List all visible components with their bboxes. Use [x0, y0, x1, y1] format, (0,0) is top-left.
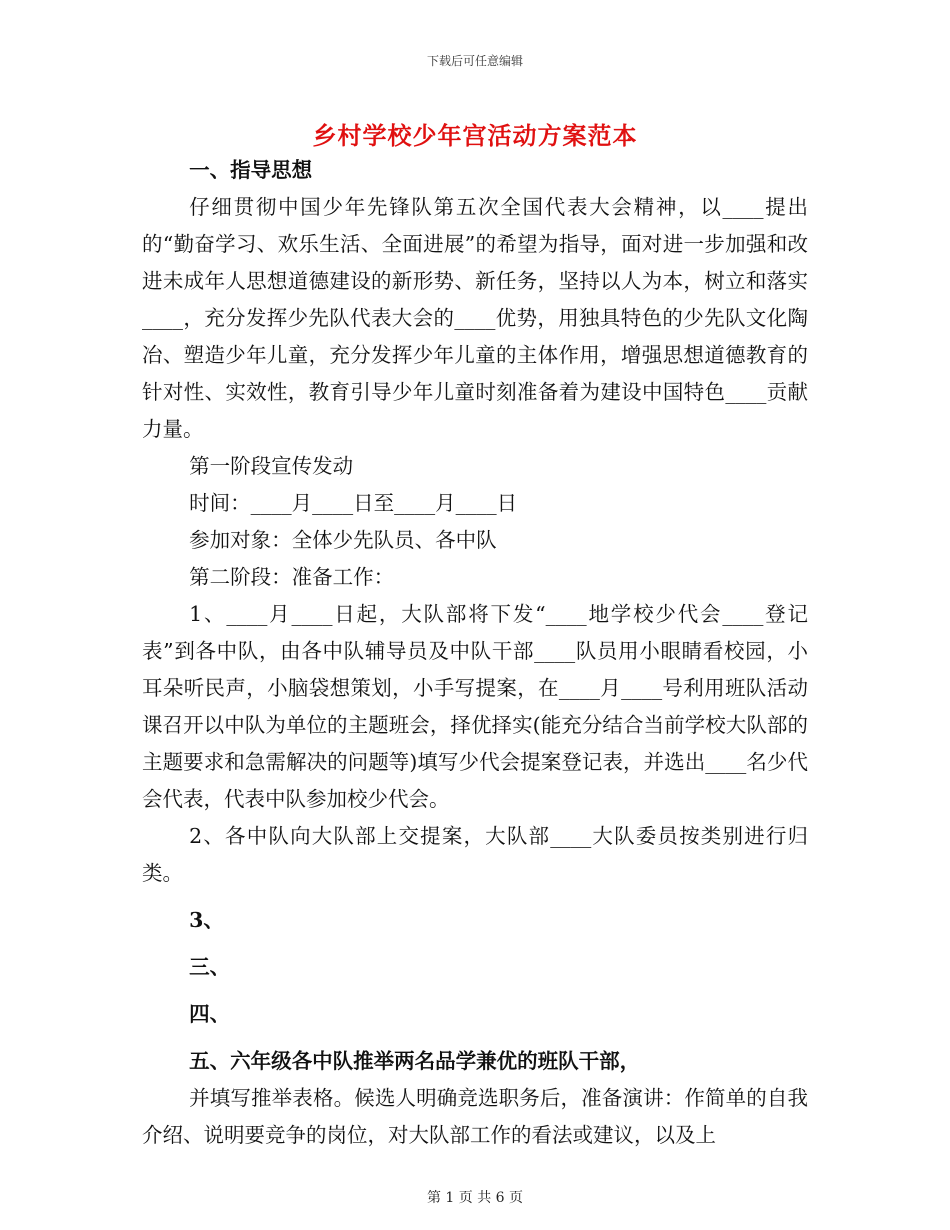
- paragraph-item-2: 2、各中队向大队部上交提案，大队部____大队委员按类别进行归类。: [142, 824, 808, 885]
- paragraph-time: 时间：____月____日至____月____日: [189, 491, 518, 515]
- paragraph-section-five: 并填写推举表格。候选人明确竞选职务后，准备演讲：作简单的自我介绍、说明要竞争的岗位，对大队部工作的看法或建议，以及上: [142, 1086, 808, 1147]
- document-body: [142, 152, 808, 1154]
- section-heading-five: 五、六年级各中队推举两名品学兼优的班队干部，: [189, 1049, 641, 1073]
- paragraph-participants: 参加对象：全体少先队员、各中队: [189, 528, 497, 552]
- page-footer: 第 1 页 共 6 页: [426, 1190, 524, 1206]
- section-heading-guiding-ideology: 一、指导思想: [189, 158, 313, 182]
- page-header: 下载后可任意编辑: [426, 54, 523, 68]
- paragraph-guiding-ideology: 仔细贯彻中国少年先锋队第五次全国代表大会精神，以____提出的“勤奋学习、欢乐生活、全面进展”的希望为指导，面对进一步加强和改进未成年人思想道德建设的新形势、新任务，坚持以人为本，树立和落实____，充分发挥少先队代表大会的____优势，用独具特色的少先队文化陶冶、塑造少年儿童，充分发挥少年儿童的主体作用，增强思想道德教育的针对性、实效性，教育引导少年儿童时刻准备着为建设中国特色____贡献力量。: [142, 195, 808, 441]
- paragraph-stage-two-title: 第二阶段：准备工作：: [189, 565, 395, 589]
- paragraph-item-3: 3、: [189, 908, 224, 932]
- document-title: 乡村学校少年宫活动方案范本: [312, 121, 638, 150]
- paragraph-item-1: 1、____月____日起，大队部将下发“____地学校少代会____登记表”到各中队，由各中队辅导员及中队干部____队员用小眼睛看校园，小耳朵听民声，小脑袋想策划，小手写提案，在____月____号利用班队活动课召开以中队为单位的主题班会，择优择实(能充分结合当前学校大队部的主题要求和急需解决的问题等)填写少代会提案登记表，并选出____名少代会代表，代表中队参加校少代会。: [142, 602, 808, 811]
- section-heading-four: 四、: [189, 1002, 231, 1026]
- section-heading-three: 三、: [189, 955, 231, 979]
- paragraph-stage-one-title: 第一阶段宣传发动: [189, 454, 354, 478]
